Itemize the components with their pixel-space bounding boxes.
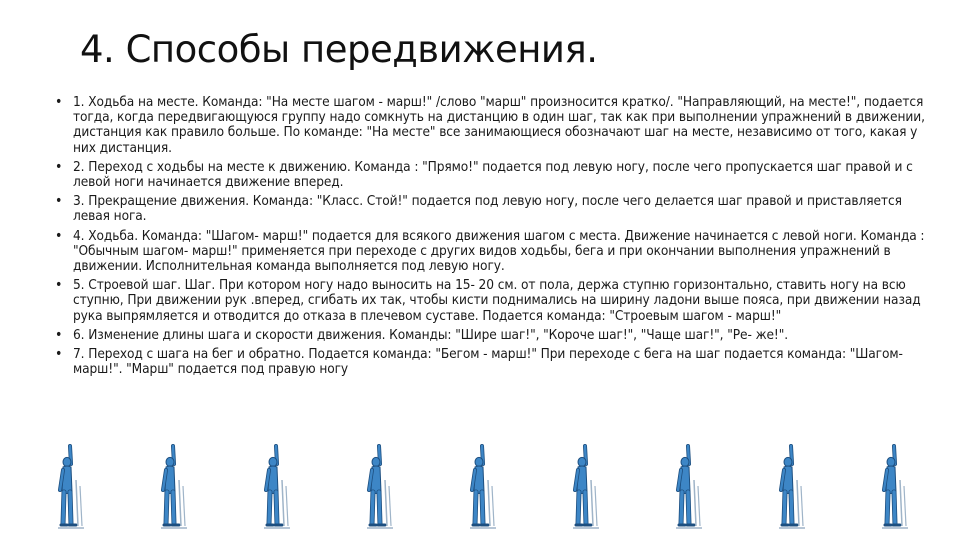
slide-title: 4. Способы передвижения.	[80, 28, 598, 71]
bullet-item: • 5. Строевой шаг. Шаг. При котором ногу надо выносить на 15- 20 см. от пола, держа ступню горизонтально, ставить ногу на всю ступню, При движении рук .вперед, сгибать их так, чтобы кисти поднимались на ширину ладони выше пояса, при движении назад рука выпрямляется и отводится до отказа в плечевом суставе. Подается команда: "Строевым шагом - марш!"	[55, 278, 925, 324]
walking-figure-icon	[555, 440, 615, 532]
walking-figure-icon	[349, 440, 409, 532]
walking-figure-icon	[452, 440, 512, 532]
bullet-item: • 1. Ходьба на месте. Команда: "На месте шагом - марш!" /слово "марш" произносится кратко/. "Направляющий, на месте!", подается тогда, когда передвигающуюся группу надо сомкнуть на дистанцию в один шаг, так как при выполнении упражнений в движении, дистанция как правило больше. По команде: "На месте" все занимающиеся обозначают шаг на месте, независимо от того, какая у них дистанция.	[55, 95, 925, 156]
walking-figure-icon	[864, 440, 924, 532]
walking-figure-icon	[40, 440, 100, 532]
bullet-list	[55, 95, 925, 381]
marching-figures-strip	[40, 440, 940, 535]
bullet-item: • 7. Переход с шага на бег и обратно. Подается команда: "Бегом - марш!" При переходе с бега на шаг подается команда: "Шагом- марш!". "Марш" подается под правую ногу	[55, 347, 925, 377]
bullet-item: • 6. Изменение длины шага и скорости движения. Команды: "Шире шаг!", "Короче шаг!", "Чаще шаг!", "Ре- же!".	[55, 328, 925, 343]
bullet-item: • 3. Прекращение движения. Команда: "Класс. Стой!" подается под левую ногу, после чего делается шаг правой и приставляется левая нога.	[55, 194, 925, 224]
walking-figure-icon	[761, 440, 821, 532]
walking-figure-icon	[658, 440, 718, 532]
bullet-item: • 4. Ходьба. Команда: "Шагом- марш!" подается для всякого движения шагом с места. Движение начинается с левой ноги. Команда : "Обычным шагом- марш!" применяется при переходе с других видов ходьбы, бега и при окончании выполнения упражнений в движении. Исполнительная команда выполняется под левую ногу.	[55, 229, 925, 275]
walking-figure-icon	[143, 440, 203, 532]
walking-figure-icon	[246, 440, 306, 532]
bullet-item: • 2. Переход с ходьбы на месте к движению. Команда : "Прямо!" подается под левую ногу, после чего пропускается шаг правой и с левой ноги начинается движение вперед.	[55, 160, 925, 190]
